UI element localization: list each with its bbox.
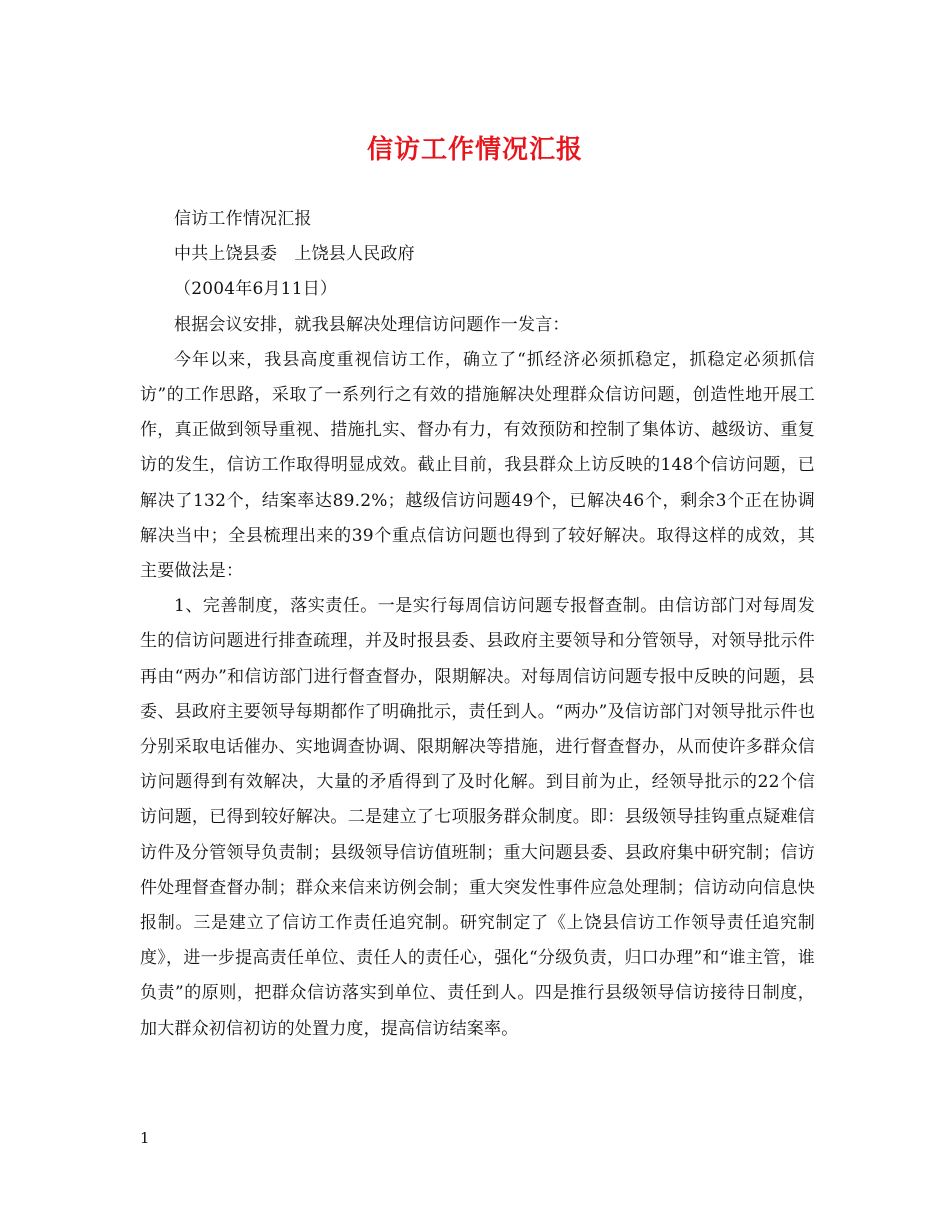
document-title: 信访工作情况汇报 — [366, 135, 583, 165]
document-body — [140, 202, 815, 1047]
measures-paragraph: 1、完善制度，落实责任。一是实行每周信访问题专报督查制。由信访部门对每周发生的信访问题进行排查疏理，并及时报县委、县政府主要领导和分管领导，对领导批示件再由“两办”和信访部门进行督查督办，限期解决。对每周信访问题专报中反映的问题，县委、县政府主要领导每期都作了明确批示，责任到人。“两办”及信访部门对领导批示件也分别采取电话催办、实地调查协调、限期解决等措施，进行督查督办，从而使许多群众信访问题得到有效解决，大量的矛盾得到了及时化解。到目前为止，经领导批示的22个信访问题，已得到较好解决。二是建立了七项服务群众制度。即：县级领导挂钩重点疑难信访件及分管领导负责制；县级领导信访值班制；重大问题县委、县政府集中研究制；信访件处理督查督办制；群众来信来访例会制；重大突发性事件应急处理制；信访动向信息快报制。三是建立了信访工作责任追究制。研究制定了《上饶县信访工作领导责任追究制度》，进一步提高责任单位、责任人的责任心，强化“分级负责，归口办理”和“谁主管，谁负责”的原则，把群众信访落实到单位、责任到人。四是推行县级领导信访接待日制度，加大群众初信初访的处置力度，提高信访结案率。 — [140, 596, 815, 1039]
author-paragraph: 中共上饶县委 上饶县人民政府 — [174, 244, 415, 265]
subtitle-paragraph: 信访工作情况汇报 — [174, 209, 312, 229]
date-paragraph: （2004年6月11日） — [174, 279, 338, 300]
page-number: 1 — [140, 1129, 150, 1147]
intro-paragraph: 根据会议安排，就我县解决处理信访问题作一发言： — [174, 314, 570, 335]
summary-paragraph: 今年以来，我县高度重视信访工作，确立了“抓经济必须抓稳定，抓稳定必须抓信访”的工作思路，采取了一系列行之有效的措施解决处理群众信访问题，创造性地开展工作，真正做到领导重视、措施扎实、督办有力，有效预防和控制了集体访、越级访、重复访的发生，信访工作取得明显成效。截止目前，我县群众上访反映的148个信访问题，已解决了132个，结案率达89.2%；越级信访问题49个，已解决46个，剩余3个正在协调解决当中；全县梳理出来的39个重点信访问题也得到了较好解决。取得这样的成效，其主要做法是： — [140, 349, 815, 582]
